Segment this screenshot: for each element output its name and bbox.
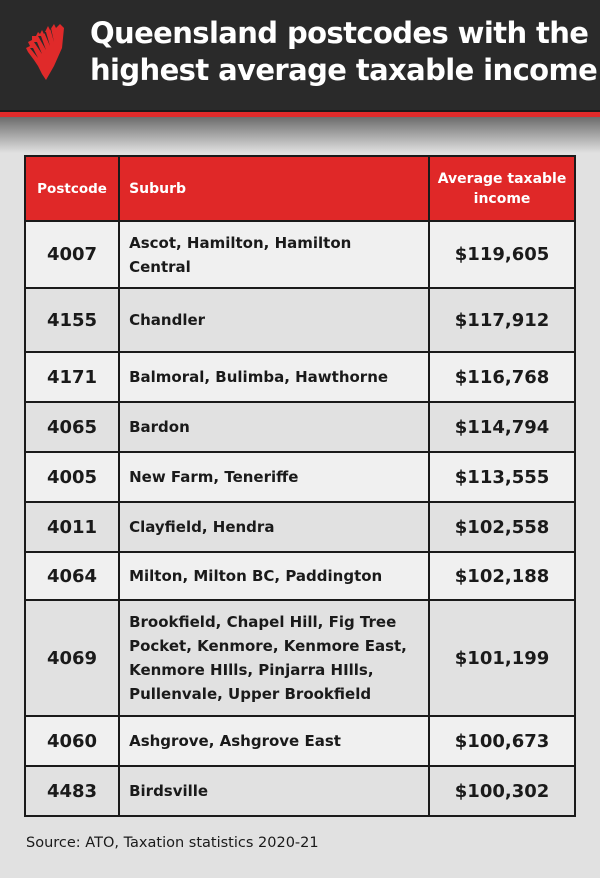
table-row [25,502,575,552]
suburb-cell: New Farm, Teneriffe [119,452,429,502]
suburb-cell: Clayfield, Hendra [119,502,429,552]
postcode-cell: 4065 [25,402,119,452]
table-row [25,766,575,816]
table-row [25,716,575,766]
suburb-cell: Ashgrove, Ashgrove East [119,716,429,766]
table-row [25,288,575,352]
suburb-cell [119,221,429,288]
table-row [25,600,575,716]
postcode-cell: 4064 [25,552,119,600]
page-title [90,15,598,89]
income-cell: $116,768 [429,352,575,402]
postcode-cell: 4005 [25,452,119,502]
column-header-income: Average taxable income [429,156,575,221]
postcode-cell: 4069 [25,600,119,716]
postcode-cell: 4007 [25,221,119,288]
postcode-cell: 4171 [25,352,119,402]
suburb-cell: Chandler [119,288,429,352]
table-row [25,352,575,402]
postcode-cell: 4155 [25,288,119,352]
income-cell: $102,558 [429,502,575,552]
title-banner [0,0,600,110]
income-cell: $100,302 [429,766,575,816]
income-cell: $101,199 [429,600,575,716]
income-cell: $114,794 [429,402,575,452]
sbs-logo-icon [24,22,68,82]
suburb-cell: Balmoral, Bulimba, Hawthorne [119,352,429,402]
income-cell: $113,555 [429,452,575,502]
postcode-cell: 4483 [25,766,119,816]
suburb-cell: Birdsville [119,766,429,816]
suburb-cell: Bardon [119,402,429,452]
title-line-2: highest average taxable income [90,53,598,87]
table-row [25,221,575,288]
income-cell: $100,673 [429,716,575,766]
table-row [25,452,575,502]
income-cell: $102,188 [429,552,575,600]
suburb-text: Brookfield, Chapel Hill, Fig Tree Pocket, Kenmore, Kenmore East, Kenmore HIlls, Pinjarra HIlls, Pullenvale, Upper Brookfield [129,613,407,703]
table-row [25,402,575,452]
income-cell: $119,605 [429,221,575,288]
income-table [24,155,576,817]
suburb-cell [119,600,429,716]
column-header-suburb: Suburb [119,156,429,221]
column-header-postcode: Postcode [25,156,119,221]
income-cell: $117,912 [429,288,575,352]
postcode-cell: 4060 [25,716,119,766]
suburb-cell: Milton, Milton BC, Paddington [119,552,429,600]
table-row [25,552,575,600]
accent-stripe [0,110,600,117]
table-header-row [25,156,575,221]
title-line-1: Queensland postcodes with the [90,16,589,50]
header-shadow [0,117,600,153]
source-note: Source: ATO, Taxation statistics 2020-21 [26,835,319,851]
suburb-text: Ascot, Hamilton, Hamilton Central [129,233,352,276]
postcode-cell: 4011 [25,502,119,552]
